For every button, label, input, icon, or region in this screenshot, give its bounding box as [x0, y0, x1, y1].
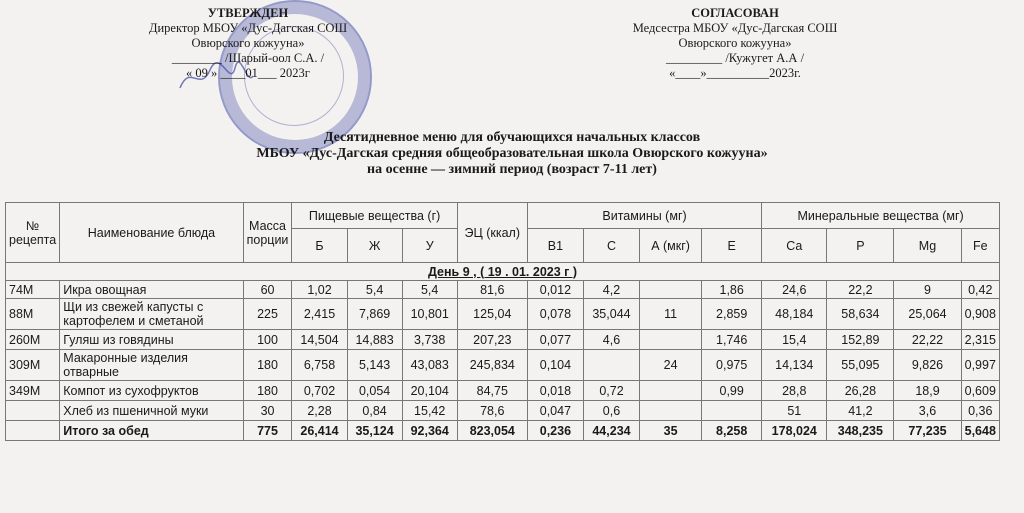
cell-ec: 125,04 — [457, 299, 527, 330]
total-ec: 823,054 — [457, 421, 527, 441]
header-vitamins: Витамины (мг) — [527, 203, 761, 229]
cell-u: 20,104 — [402, 381, 457, 401]
cell-c: 35,044 — [583, 299, 639, 330]
cell-code: 74М — [6, 281, 60, 299]
cell-zh: 5,143 — [347, 350, 402, 381]
header-a: А (мкг) — [640, 229, 702, 263]
agreement-line-3: _________ /Кужугет А.А / — [665, 51, 805, 65]
cell-name: Хлеб из пшеничной муки — [60, 401, 243, 421]
cell-mass: 30 — [243, 401, 292, 421]
cell-fe: 0,42 — [961, 281, 999, 299]
total-b1: 0,236 — [527, 421, 583, 441]
cell-a — [640, 330, 702, 350]
table-row — [6, 330, 1000, 350]
cell-u: 43,083 — [402, 350, 457, 381]
cell-ca: 51 — [762, 401, 827, 421]
cell-a: 24 — [640, 350, 702, 381]
cell-b1: 0,018 — [527, 381, 583, 401]
title-line-1: Десятидневное меню для обучающихся начальных классов — [323, 130, 701, 145]
cell-ca: 14,134 — [762, 350, 827, 381]
cell-p: 22,2 — [827, 281, 894, 299]
header-fe: Fe — [961, 229, 999, 263]
cell-ca: 24,6 — [762, 281, 827, 299]
cell-p: 55,095 — [827, 350, 894, 381]
cell-e: 0,99 — [702, 381, 762, 401]
header-b: Б — [292, 229, 347, 263]
total-mass: 775 — [243, 421, 292, 441]
cell-ca: 48,184 — [762, 299, 827, 330]
approval-line-2: Овюрского кожууна» — [191, 36, 305, 50]
cell-ec: 78,6 — [457, 401, 527, 421]
table-row — [6, 281, 1000, 299]
cell-zh: 7,869 — [347, 299, 402, 330]
total-c: 44,234 — [583, 421, 639, 441]
cell-u: 5,4 — [402, 281, 457, 299]
agreement-line-1: Медсестра МБОУ «Дус-Дагская СОШ — [632, 21, 838, 35]
cell-ec: 81,6 — [457, 281, 527, 299]
cell-u: 15,42 — [402, 401, 457, 421]
total-a: 35 — [640, 421, 702, 441]
table-row — [6, 299, 1000, 330]
header-nutrients: Пищевые вещества (г) — [292, 203, 457, 229]
cell-u: 10,801 — [402, 299, 457, 330]
cell-mass: 225 — [243, 299, 292, 330]
header-dish: Наименование блюда — [60, 203, 243, 263]
cell-ec: 207,23 — [457, 330, 527, 350]
total-name: Итого за обед — [60, 421, 243, 441]
approval-block — [118, 6, 378, 81]
cell-e: 1,86 — [702, 281, 762, 299]
cell-ec: 245,834 — [457, 350, 527, 381]
cell-mass: 180 — [243, 381, 292, 401]
cell-mg: 18,9 — [894, 381, 961, 401]
header-ca: Са — [762, 229, 827, 263]
cell-code: 88М — [6, 299, 60, 330]
approval-line-3: ________ /Шарый-оол С.А. / — [171, 51, 325, 65]
header-u: У — [402, 229, 457, 263]
cell-b1: 0,012 — [527, 281, 583, 299]
cell-mass: 100 — [243, 330, 292, 350]
cell-mass: 60 — [243, 281, 292, 299]
cell-name: Щи из свежей капусты с картофелем и сметаной — [60, 299, 243, 330]
cell-a — [640, 401, 702, 421]
header-mass: Масса порции — [243, 203, 292, 263]
table-row — [6, 401, 1000, 421]
cell-fe: 0,36 — [961, 401, 999, 421]
header-c: С — [583, 229, 639, 263]
cell-e — [702, 401, 762, 421]
approval-line-1: Директор МБОУ «Дус-Дагская СОШ — [148, 21, 348, 35]
header-recipe: № рецепта — [6, 203, 60, 263]
cell-ca: 15,4 — [762, 330, 827, 350]
total-ca: 178,024 — [762, 421, 827, 441]
table-row — [6, 350, 1000, 381]
total-b: 26,414 — [292, 421, 347, 441]
cell-mg: 25,064 — [894, 299, 961, 330]
header-mg: Mg — [894, 229, 961, 263]
menu-table — [5, 202, 1000, 441]
cell-b1: 0,104 — [527, 350, 583, 381]
cell-zh: 5,4 — [347, 281, 402, 299]
cell-b: 1,02 — [292, 281, 347, 299]
total-p: 348,235 — [827, 421, 894, 441]
cell-mg: 9 — [894, 281, 961, 299]
cell-a — [640, 281, 702, 299]
cell-code — [6, 401, 60, 421]
cell-e: 0,975 — [702, 350, 762, 381]
cell-mass: 180 — [243, 350, 292, 381]
cell-fe: 0,997 — [961, 350, 999, 381]
cell-b: 2,28 — [292, 401, 347, 421]
total-zh: 35,124 — [347, 421, 402, 441]
cell-b1: 0,047 — [527, 401, 583, 421]
title-line-2: МБОУ «Дус-Дагская средняя общеобразовательная школа Овюрского кожууна» — [256, 146, 768, 161]
cell-name: Икра овощная — [60, 281, 243, 299]
cell-code — [6, 421, 60, 441]
title-line-3: на осенне — зимний период (возраст 7-11 лет) — [367, 162, 657, 177]
cell-c — [583, 350, 639, 381]
cell-p: 58,634 — [827, 299, 894, 330]
cell-ec: 84,75 — [457, 381, 527, 401]
cell-c: 4,6 — [583, 330, 639, 350]
total-mg: 77,235 — [894, 421, 961, 441]
day-label: День 9 , ( 19 . 01. 2023 г ) — [6, 263, 1000, 281]
approval-signer: /Шарый-оол С.А. / — [225, 51, 325, 65]
cell-u: 3,738 — [402, 330, 457, 350]
cell-b: 6,758 — [292, 350, 347, 381]
cell-b1: 0,077 — [527, 330, 583, 350]
cell-zh: 0,054 — [347, 381, 402, 401]
cell-a: 11 — [640, 299, 702, 330]
header-zh: Ж — [347, 229, 402, 263]
cell-fe: 0,609 — [961, 381, 999, 401]
approval-date: « 09 » ____01___ 2023г — [186, 66, 310, 80]
page-title — [0, 130, 1024, 178]
total-u: 92,364 — [402, 421, 457, 441]
cell-e: 2,859 — [702, 299, 762, 330]
approval-date-day: 01 — [245, 66, 258, 80]
cell-zh: 14,883 — [347, 330, 402, 350]
total-row — [6, 421, 1000, 441]
approval-date-month: 09 — [195, 66, 208, 80]
total-fe: 5,648 — [961, 421, 999, 441]
cell-name: Макаронные изделия отварные — [60, 350, 243, 381]
approval-heading: УТВЕРЖДЕН — [207, 6, 289, 20]
header-minerals: Минеральные вещества (мг) — [762, 203, 1000, 229]
cell-p: 41,2 — [827, 401, 894, 421]
cell-code: 260М — [6, 330, 60, 350]
cell-fe: 0,908 — [961, 299, 999, 330]
cell-c: 0,72 — [583, 381, 639, 401]
cell-name: Гуляш из говядины — [60, 330, 243, 350]
cell-b: 14,504 — [292, 330, 347, 350]
agreement-block — [600, 6, 870, 81]
cell-e: 1,746 — [702, 330, 762, 350]
cell-b: 0,702 — [292, 381, 347, 401]
cell-a — [640, 381, 702, 401]
cell-c: 0,6 — [583, 401, 639, 421]
cell-zh: 0,84 — [347, 401, 402, 421]
cell-mg: 3,6 — [894, 401, 961, 421]
cell-ca: 28,8 — [762, 381, 827, 401]
cell-fe: 2,315 — [961, 330, 999, 350]
table-row — [6, 381, 1000, 401]
cell-p: 26,28 — [827, 381, 894, 401]
agreement-heading: СОГЛАСОВАН — [691, 6, 779, 20]
cell-b1: 0,078 — [527, 299, 583, 330]
header-energy: ЭЦ (ккал) — [457, 203, 527, 263]
day-row — [6, 263, 1000, 281]
cell-mg: 22,22 — [894, 330, 961, 350]
cell-mg: 9,826 — [894, 350, 961, 381]
cell-code: 349М — [6, 381, 60, 401]
total-e: 8,258 — [702, 421, 762, 441]
cell-b: 2,415 — [292, 299, 347, 330]
header-b1: В1 — [527, 229, 583, 263]
header-p: Р — [827, 229, 894, 263]
agreement-line-2: Овюрского кожууна» — [678, 36, 792, 50]
cell-name: Компот из сухофруктов — [60, 381, 243, 401]
cell-p: 152,89 — [827, 330, 894, 350]
cell-c: 4,2 — [583, 281, 639, 299]
approval-date-year: 2023г — [279, 66, 310, 80]
header-e: Е — [702, 229, 762, 263]
cell-code: 309М — [6, 350, 60, 381]
agreement-date: «____»__________2023г. — [669, 66, 801, 80]
